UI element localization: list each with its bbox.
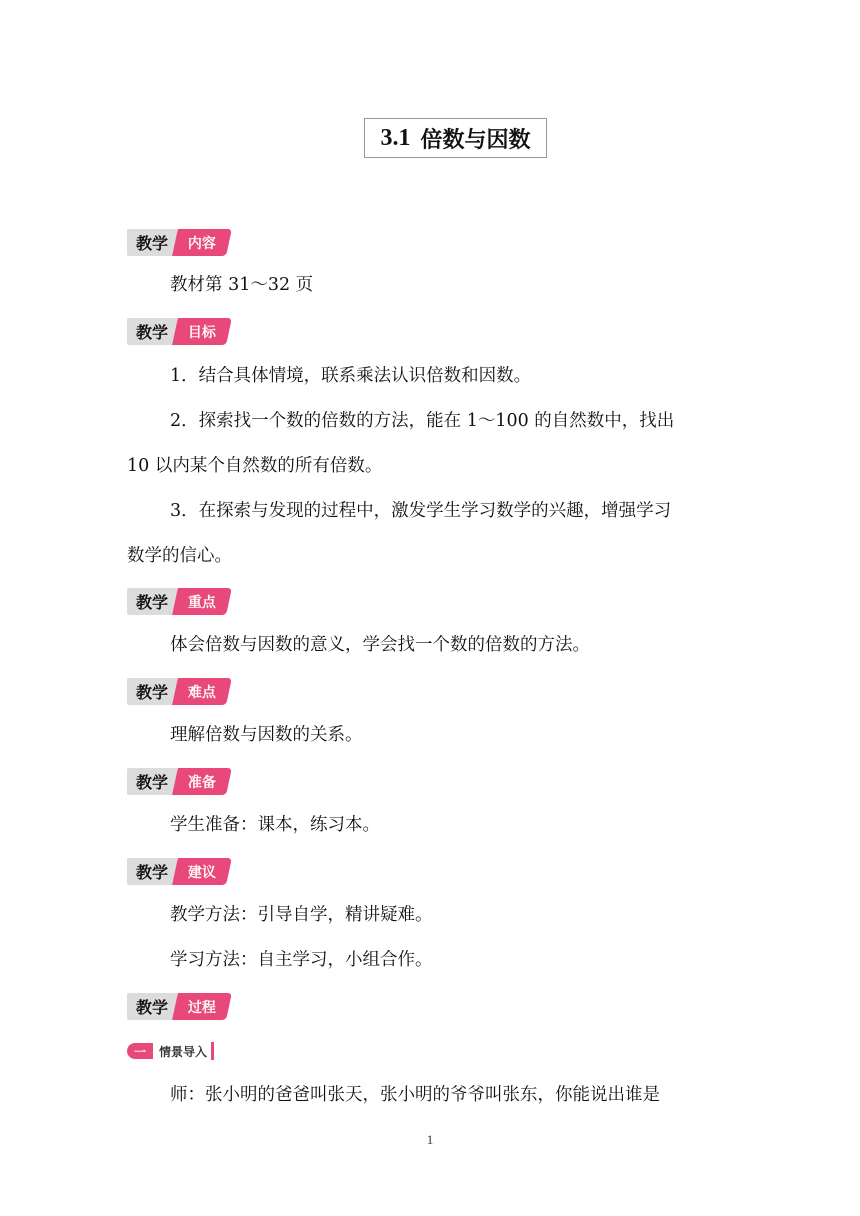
difficulty-text: 理解倍数与因数的关系。 [170, 725, 363, 745]
label-suggest-text: 建议 [188, 864, 216, 881]
suggest-line-2: 学习方法：自主学习，小组合作。 [170, 950, 433, 970]
goal-line-2: 2．探索找一个数的倍数的方法，能在 1～100 的自然数中，找出 [170, 411, 675, 431]
label-prefix: 教学 [127, 768, 177, 795]
label-prefix: 教学 [127, 229, 177, 256]
goal-line-3-cont: 数学的信心。 [127, 546, 232, 566]
label-prefix: 教学 [127, 858, 177, 885]
section-badge: 一 [127, 1043, 153, 1059]
label-prefix: 教学 [127, 588, 177, 615]
page-title [364, 118, 547, 158]
section-heading [127, 1041, 214, 1061]
focus-text: 体会倍数与因数的意义，学会找一个数的倍数的方法。 [170, 635, 590, 655]
section-bar [211, 1042, 214, 1060]
goal-line-1: 1．结合具体情境，联系乘法认识倍数和因数。 [170, 366, 532, 386]
suggest-line-1: 教学方法：引导自学，精讲疑难。 [170, 905, 433, 925]
label-focus-text: 重点 [188, 594, 216, 611]
intro-text: 师：张小明的爸爸叫张天，张小明的爷爷叫张东，你能说出谁是 [170, 1085, 660, 1105]
label-difficulty-text: 难点 [188, 684, 216, 701]
label-content-text: 内容 [188, 235, 216, 252]
label-prepare-text: 准备 [188, 774, 216, 791]
title-number: 3.1 [380, 124, 411, 151]
label-process-text: 过程 [188, 999, 216, 1016]
goal-line-3: 3．在探索与发现的过程中，激发学生学习数学的兴趣，增强学习 [170, 501, 672, 521]
label-focus [127, 588, 231, 615]
label-prefix: 教学 [127, 993, 177, 1020]
content-text: 教材第 31～32 页 [170, 275, 314, 295]
title-text: 倍数与因数 [420, 127, 531, 153]
label-goal [127, 318, 231, 345]
page-number: 1 [426, 1132, 434, 1147]
label-process [127, 993, 231, 1020]
label-difficulty [127, 678, 231, 705]
label-prepare [127, 768, 231, 795]
label-prefix: 教学 [127, 318, 177, 345]
label-suggest [127, 858, 231, 885]
label-content [127, 229, 231, 256]
prepare-text: 学生准备：课本，练习本。 [170, 815, 380, 835]
label-goal-text: 目标 [188, 324, 216, 341]
section-title: 情景导入 [159, 1044, 208, 1059]
goal-line-2-cont: 10 以内某个自然数的所有倍数。 [127, 456, 383, 476]
label-prefix: 教学 [127, 678, 177, 705]
